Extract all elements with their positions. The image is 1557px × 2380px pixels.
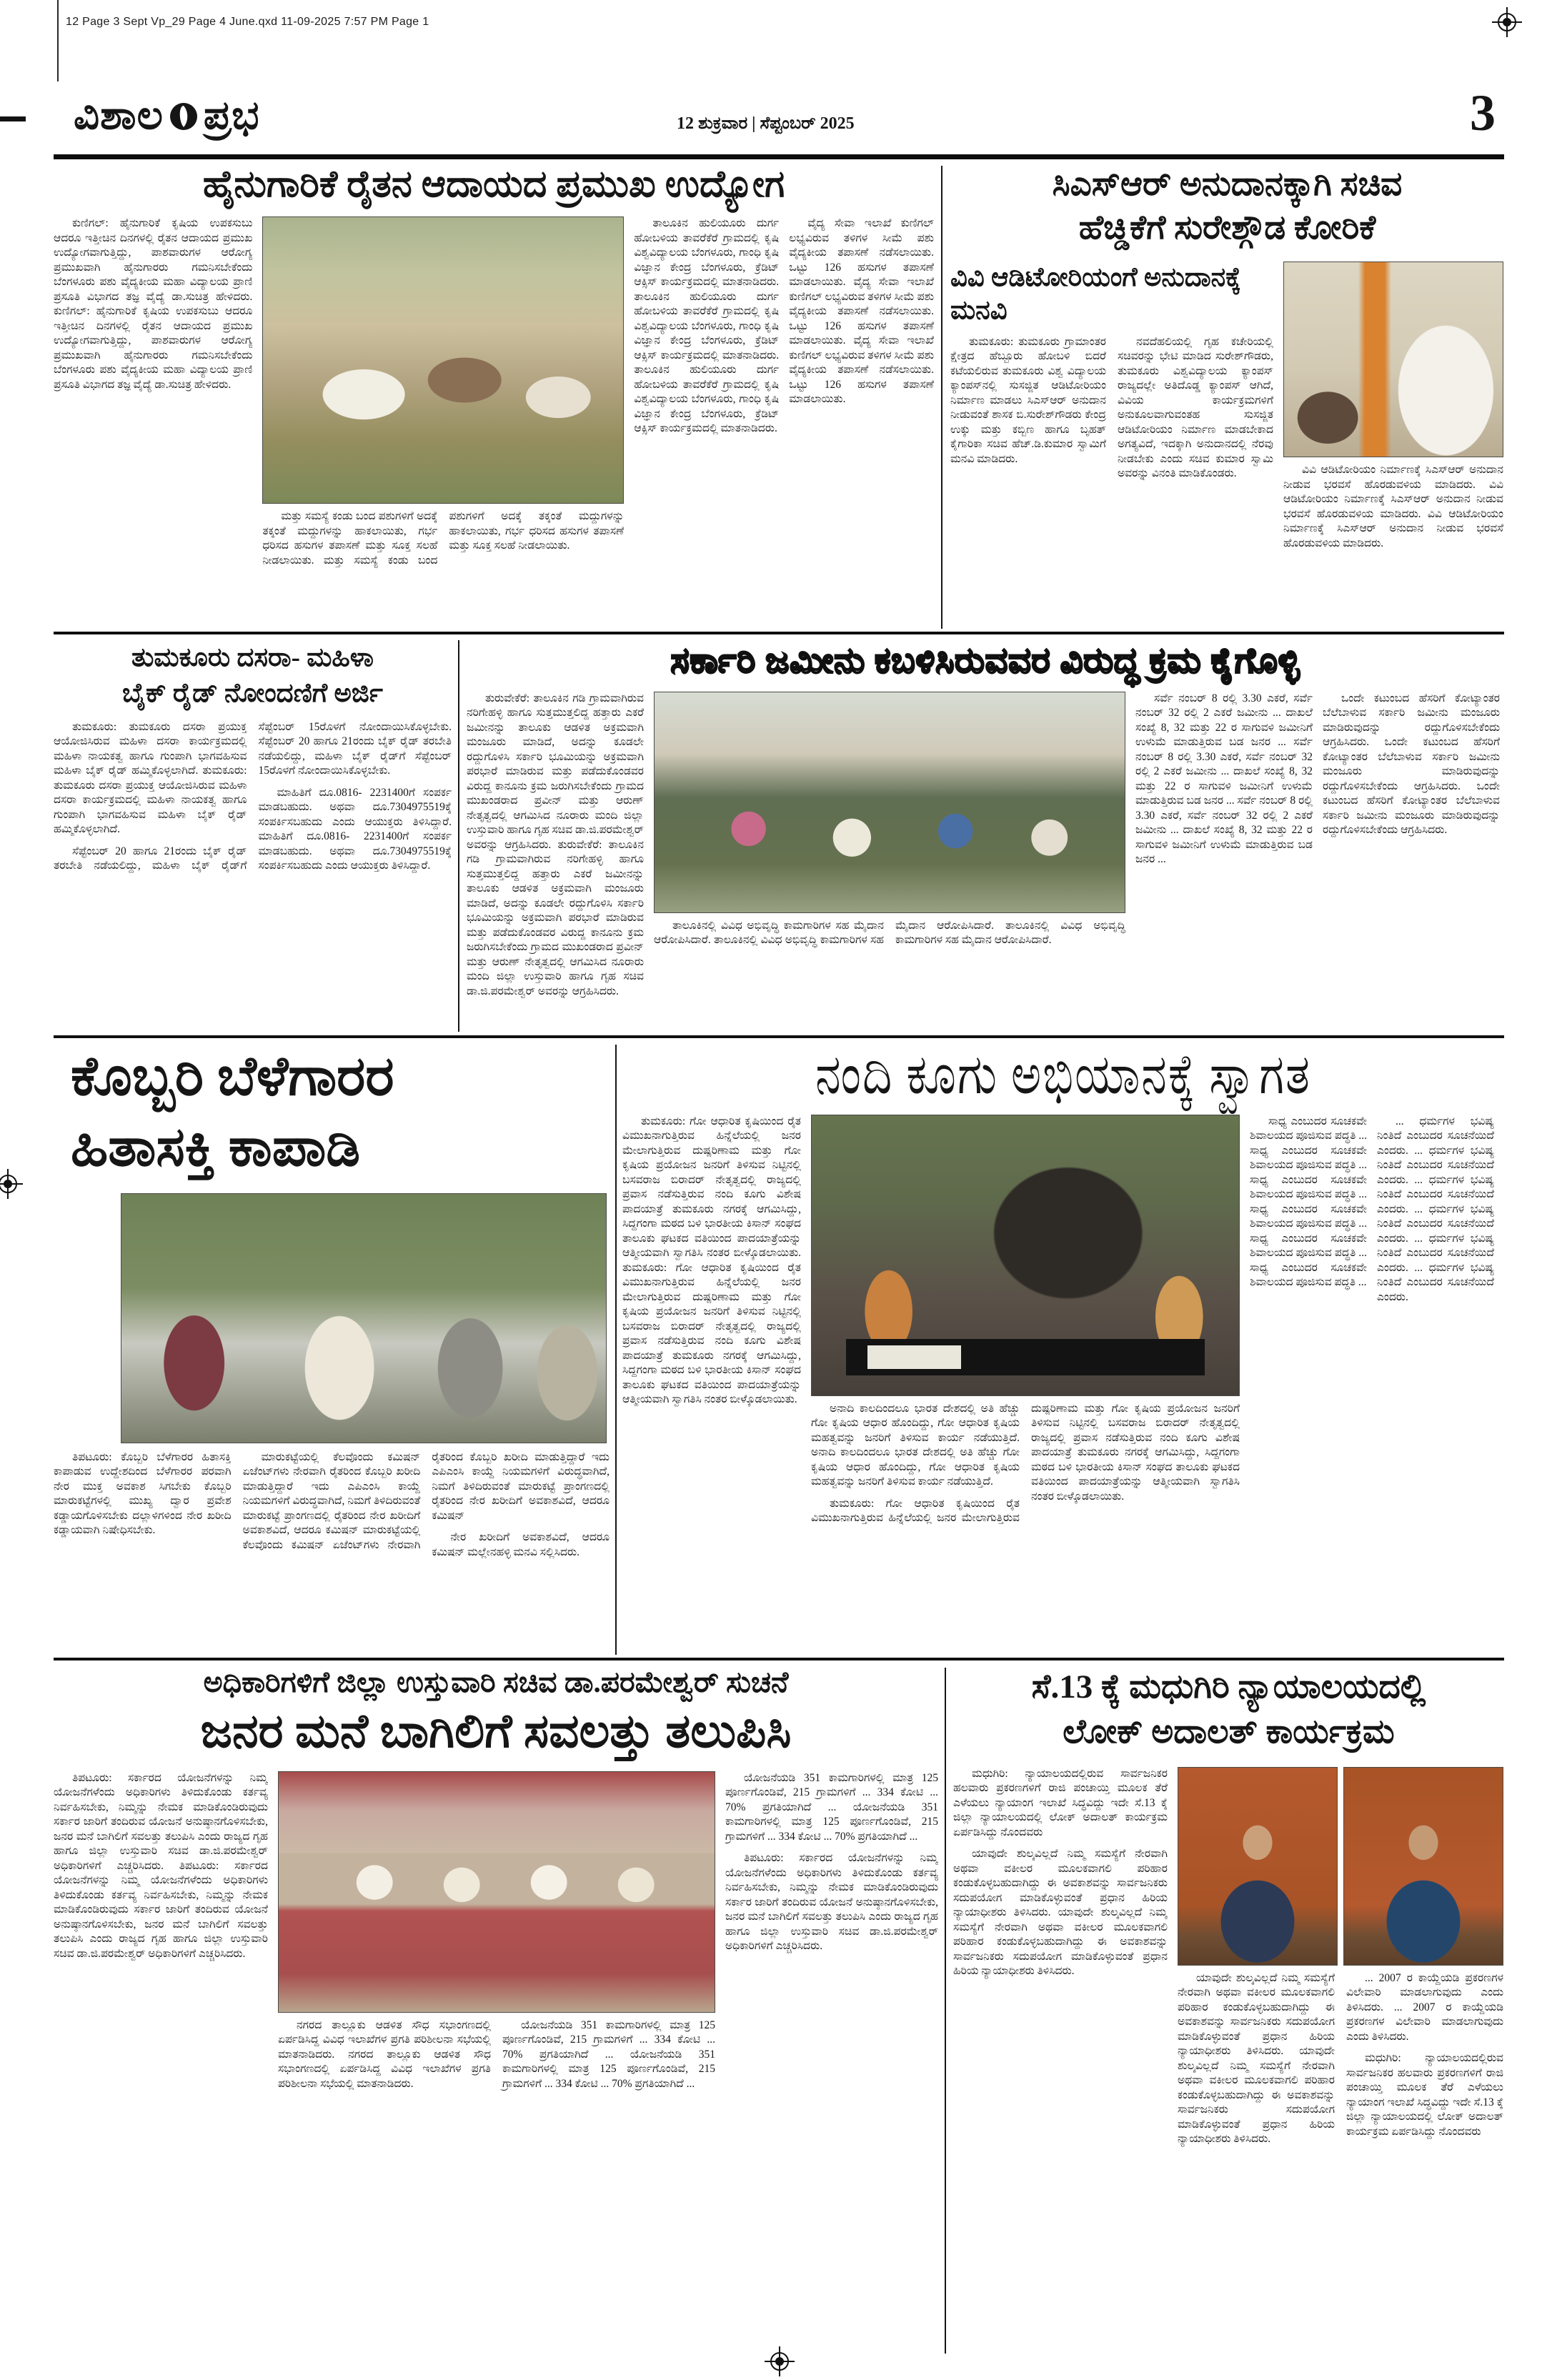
masthead — [54, 83, 1504, 159]
article-land — [467, 640, 1504, 1032]
article-csr-right — [1283, 262, 1503, 610]
article-csr-body — [950, 335, 1273, 605]
article-minister-photo-block — [278, 1771, 715, 2329]
body-text: ಮಾಹಿತಿಗೆ ದೂ.0816- 2231400ಗೆ ಸಂಪರ್ಕ ಮಾಡಬಹುದು. ಅಥವಾ ದೂ.7304975519ಕ್ಕೆ ಸಂಪರ್ಕಿಸಬಹುದು ಎಂದು ಆಯುಕ್ತರು ತಿಳಿಸಿದ್ದಾರೆ. ಮಾಹಿತಿಗೆ ದೂ.0816- 2231400ಗೆ ಸಂಪರ್ಕ ಮಾಡಬಹುದು. ಅಥವಾ ದೂ.7304975519ಕ್ಕೆ ಸಂಪರ್ಕಿಸಬಹುದು ಎಂದು ಆಯುಕ್ತರು ತಿಳಿಸಿದ್ದಾರೆ. — [258, 786, 452, 872]
body-text: ಯೋಜನೆಯಡಿ 351 ಕಾಮಗಾರಿಗಳಲ್ಲಿ ಮಾತ್ರ 125 ಪೂರ್ಣಗೊಂಡಿವೆ, 215 ಗ್ರಾಮಗಳಿಗೆ ... 334 ಕೋಟಿ ... 70% ಪ್ರಗತಿಯಾಗಿದೆ ... ಯೋಜನೆಯಡಿ 351 ಕಾಮಗಾರಿಗಳಲ್ಲಿ ಮಾತ್ರ 125 ಪೂರ್ಣಗೊಂಡಿವೆ, 215 ಗ್ರಾಮಗಳಿಗೆ ... 334 ಕೋಟಿ ... 70% ಪ್ರಗತಿಯಾಗಿದೆ ... — [502, 2018, 715, 2090]
article-adalat — [953, 1665, 1504, 2356]
column-divider — [458, 640, 459, 1032]
article-nandi-photo-block — [811, 1115, 1240, 1643]
newspaper-title — [74, 93, 259, 139]
body-text: ತುಮಕೂರು: ತುಮಕೂರು ಗ್ರಾಮಾಂತರ ಕ್ಷೇತ್ರದ ಹೆಬ್ಬೂರು ಹೋಬಳಿ ಬಿದರೆ ಕಟೆಯಲಿರುವ ತುಮಕೂರು ವಿಶ್ವ ವಿದ್ಯಾಲಯ ಕ್ಯಾಂಪಸ್‌ನಲ್ಲಿ ಸುಸಜ್ಜಿತ ಆಡಿಟೋರಿಯಂ ನಿರ್ಮಾಣ ಮಾಡಲು ಸಿಎಸ್‌ಆರ್ ಅನುದಾನ ನೀಡುವಂತೆ ಶಾಸಕ ಬಿ.ಸುರೇಶ್‌ಗೌಡರು ಕೇಂದ್ರ ಉಕ್ಕು ಮತ್ತು ಕಬ್ಬಿಣ ಹಾಗೂ ಬೃಹತ್ ಕೈಗಾರಿಕಾ ಸಚಿವ ಹೆಚ್.ಡಿ.ಕುಮಾರ ಸ್ವಾಮಿಗೆ ಮನವಿ ಮಾಡಿದರು. — [950, 335, 1106, 465]
article-adalat-headline-line2: ಲೋಕ್ ಅದಾಲತ್ ಕಾರ್ಯಕ್ರಮ — [1063, 1713, 1395, 1751]
article-land-column — [1323, 692, 1500, 1022]
article-nandi-headline: ನಂದಿ ಕೂಗು ಅಭಿಯಾನಕ್ಕೆ ಸ್ವಾಗತ — [815, 1043, 1311, 1106]
article-dairy-headline: ಹೈನುಗಾರಿಕೆ ರೈತನ ಆದಾಯದ ಪ್ರಮುಖ ಉದ್ಯೋಗ — [202, 164, 785, 205]
article-dairy-photo-block — [262, 216, 624, 622]
column-divider — [941, 166, 942, 629]
page-number: 3 — [1470, 84, 1496, 141]
article-csr-subhead: ವಿವಿ ಆಡಿಟೋರಿಯಂಗೆ ಅನುದಾನಕ್ಕೆ ಮನವಿ — [950, 263, 1241, 326]
body-text: ಮತ್ತು ಸಮಸ್ಯೆ ಕಂಡು ಬಂದ ಪಶುಗಳಿಗೆ ಅದಕ್ಕೆ ತಕ್ಕಂತೆ ಮದ್ದುಗಳನ್ನು ಹಾಕಲಾಯಿತು, ಗರ್ಭ ಧರಿಸದ ಹಸುಗಳ ತಪಾಸಣೆ ಮತ್ತು ಸೂಕ್ತ ಸಲಹೆ ನೀಡಲಾಯಿತು. ಮತ್ತು ಸಮಸ್ಯೆ ಕಂಡು ಬಂದ ಪಶುಗಳಿಗೆ ಅದಕ್ಕೆ ತಕ್ಕಂತೆ ಮದ್ದುಗಳನ್ನು ಹಾಕಲಾಯಿತು, ಗರ್ಭ ಧರಿಸದ ಹಸುಗಳ ತಪಾಸಣೆ ಮತ್ತು ಸೂಕ್ತ ಸಲಹೆ ನೀಡಲಾಯಿತು. — [262, 510, 625, 567]
article-adalat-headline-line1: ಸೆ.13 ಕ್ಕೆ ಮಧುಗಿರಿ ನ್ಯಾಯಾಲಯದಲ್ಲಿ — [1031, 1668, 1426, 1706]
article-csr — [950, 163, 1504, 629]
article-minister-underphoto-text — [278, 2018, 715, 2324]
article-dairy-column — [634, 216, 779, 622]
article-land-underphoto-text — [654, 919, 1125, 1019]
dateline: 12 ಶುಕ್ರವಾರ | ಸೆಪ್ಟಂಬರ್ 2025 — [677, 114, 855, 133]
body-text: ನೇರ ಖರೀದಿಗೆ ಅವಕಾಶವಿದೆ, ಆದರೂ ಕಮಿಷನ್ ಮಲ್ಲೇನಹಳ್ಳಿ ಮನವಿ ಸಲ್ಲಿಸಿದರು. — [432, 1531, 610, 1558]
article-adalat-underphoto-text — [1178, 1971, 1503, 2333]
registration-mark-icon — [1492, 7, 1522, 37]
article-minister-kicker: ಅಧಿಕಾರಿಗಳಿಗೆ ಜಿಲ್ಲಾ ಉಸ್ತುವಾರಿ ಸಚಿವ ಡಾ.ಪರಮೇಶ್ವರ್ ಸುಚನೆ — [203, 1665, 789, 1698]
article-minister-column — [725, 1771, 938, 2329]
article-nandi-column — [622, 1115, 801, 1643]
article-nandi-column — [1250, 1115, 1367, 1643]
body-text: ಸಾಧ್ಯ ಎಂಬುದರ ಸೂಚಕವೇ ಶಿವಾಲಯದ ಪೂಜಿಸುವ ಪದ್ಧತಿ ... ಸಾಧ್ಯ ಎಂಬುದರ ಸೂಚಕವೇ ಶಿವಾಲಯದ ಪೂಜಿಸುವ ಪದ್ಧತಿ ... ಸಾಧ್ಯ ಎಂಬುದರ ಸೂಚಕವೇ ಶಿವಾಲಯದ ಪೂಜಿಸುವ ಪದ್ಧತಿ ... ಸಾಧ್ಯ ಎಂಬುದರ ಸೂಚಕವೇ ಶಿವಾಲಯದ ಪೂಜಿಸುವ ಪದ್ಧತಿ ... ಸಾಧ್ಯ ಎಂಬುದರ ಸೂಚಕವೇ ಶಿವಾಲಯದ ಪೂಜಿಸುವ ಪದ್ಧತಿ ... ಸಾಧ್ಯ ಎಂಬುದರ ಸೂಚಕವೇ ಶಿವಾಲಯದ ಪೂಜಿಸುವ ಪದ್ಧತಿ ... — [1250, 1115, 1367, 1289]
article-nandi — [622, 1042, 1504, 1655]
body-text: ಯೋಜನೆಯಡಿ 351 ಕಾಮಗಾರಿಗಳಲ್ಲಿ ಮಾತ್ರ 125 ಪೂರ್ಣಗೊಂಡಿವೆ, 215 ಗ್ರಾಮಗಳಿಗೆ ... 334 ಕೋಟಿ ... 70% ಪ್ರಗತಿಯಾಗಿದೆ ... ಯೋಜನೆಯಡಿ 351 ಕಾಮಗಾರಿಗಳಲ್ಲಿ ಮಾತ್ರ 125 ಪೂರ್ಣಗೊಂಡಿವೆ, 215 ಗ್ರಾಮಗಳಿಗೆ ... 334 ಕೋಟಿ ... 70% ಪ್ರಗತಿಯಾಗಿದೆ ... — [725, 1771, 938, 1843]
article-land-column — [467, 692, 644, 1022]
masthead-logo-icon — [169, 102, 198, 131]
article-minister-column — [54, 1771, 268, 2329]
registration-mark-icon — [0, 1169, 23, 1199]
article-csr-left — [950, 262, 1273, 610]
body-text: ತಿಪಟೂರು: ಸರ್ಕಾರದ ಯೋಜನೆಗಳನ್ನು ನಿಮ್ಮ ಯೋಜನೆಗಳೆಂದು ಅಧಿಕಾರಿಗಳು ತಿಳಿದುಕೊಂಡು ಕರ್ತವ್ಯ ನಿರ್ವಹಿಸಬೇಕು, ನಿಮ್ಮನ್ನು ನೇಮಕ ಮಾಡಿಕೊಂಡಿರುವುದು ಸರ್ಕಾರ ಜಾರಿಗೆ ತಂದಿರುವ ಯೋಜನೆ ಅನುಷ್ಠಾನಗೊಳಿಸಬೇಕು, ಜನರ ಮನೆ ಬಾಗಿಲಿಗೆ ಸವಲತ್ತು ತಲುಪಿಸಿ ಎಂದು ರಾಜ್ಯದ ಗೃಹ ಹಾಗೂ ಜಿಲ್ಲಾ ಉಸ್ತುವಾರಿ ಸಚಿವ ಡಾ.ಜಿ.ಪರಮೇಶ್ವರ್ ಅಧಿಕಾರಿಗಳಿಗೆ ಎಚ್ಚರಿಸಿದರು. — [725, 1852, 938, 1953]
body-text: ಕುಣಿಗಲ್: ಹೈನುಗಾರಿಕೆ ಕೃಷಿಯ ಉಪಕಸುಬು ಆದರೂ ಇತ್ತೀಚಿನ ದಿನಗಳಲ್ಲಿ ರೈತನ ಆದಾಯದ ಪ್ರಮುಖ ಉದ್ಯೋಗವಾಗುತ್ತಿದ್ದು, ಪಾಶವಾರುಗಳ ಆರೋಗ್ಯ ಪ್ರಮುಖವಾಗಿ ಹೈನುಗಾರರು ಗಮನಿಸಬೇಕೆಂದು ಬೆಂಗಳೂರು ಪಶು ವೈದ್ಯಕೀಯ ಮಹಾ ವಿದ್ಯಾಲಯ ಪ್ರಾಣಿ ಪ್ರಸೂತಿ ವಿಭಾಗದ ತಜ್ಞ ವೈದ್ಯೆ ಡಾ.ಸುಚಿತ್ರ ಹೇಳಿದರು. ಕುಣಿಗಲ್: ಹೈನುಗಾರಿಕೆ ಕೃಷಿಯ ಉಪಕಸುಬು ಆದರೂ ಇತ್ತೀಚಿನ ದಿನಗಳಲ್ಲಿ ರೈತನ ಆದಾಯದ ಪ್ರಮುಖ ಉದ್ಯೋಗವಾಗುತ್ತಿದ್ದು, ಪಾಶವಾರುಗಳ ಆರೋಗ್ಯ ಪ್ರಮುಖವಾಗಿ ಹೈನುಗಾರರು ಗಮನಿಸಬೇಕೆಂದು ಬೆಂಗಳೂರು ಪಶು ವೈದ್ಯಕೀಯ ಮಹಾ ವಿದ್ಯಾಲಯ ಪ್ರಾಣಿ ಪ್ರಸೂತಿ ವಿಭಾಗದ ತಜ್ಞ ವೈದ್ಯೆ ಡಾ.ಸುಚಿತ್ರ ಹೇಳಿದರು. — [54, 217, 253, 391]
article-kobbari — [54, 1042, 610, 1655]
judge-portrait-photo — [1343, 1767, 1503, 1966]
cattle-camp-photo — [262, 216, 624, 504]
body-text: ವಿವಿ ಆಡಿಟೋರಿಯಂ ನಿರ್ಮಾಣಕ್ಕೆ ಸಿಎಸ್ಆರ್ ಅನುದಾನ ನೀಡುವ ಭರವಸೆ ಹೊರಡುವಳಿಯ ಮಾಡಿದರು. ವಿವಿ ಆಡಿಟೋರಿಯಂ ನಿರ್ಮಾಣಕ್ಕೆ ಸಿಎಸ್ಆರ್ ಅನುದಾನ ನೀಡುವ ಭರವಸೆ ಹೊರಡುವಳಿಯ ಮಾಡಿದರು. ವಿವಿ ಆಡಿಟೋರಿಯಂ ನಿರ್ಮಾಣಕ್ಕೆ ಸಿಎಸ್ಆರ್ ಅನುದಾನ ನೀಡುವ ಭರವಸೆ ಹೊರಡುವಳಿಯ ಮಾಡಿದರು. — [1283, 464, 1503, 549]
campaign-banner — [846, 1339, 1205, 1375]
article-csr-tail — [1283, 463, 1503, 604]
body-text: ಮಧುಗಿರಿ: ನ್ಯಾಯಾಲಯದಲ್ಲಿರುವ ಸಾರ್ವಜನಿಕರ ಹಲವಾರು ಪ್ರಕರಣಗಳಿಗೆ ರಾಜಿ ಪಂಚಾಯ್ತಿ ಮೂಲಕ ತೆರೆ ಎಳೆಯಲು ನ್ಯಾಯಾಂಗ ಇಲಾಖೆ ಸಿದ್ಧವಿದ್ದು ಇದೇ ಸೆ.13 ಕ್ಕೆ ಜಿಲ್ಲಾ ನ್ಯಾಯಾಲಯದಲ್ಲಿ ಲೋಕ್ ಅದಾಲತ್ ಕಾರ್ಯಕ್ರಮ ಏರ್ಪಡಿಸಿದ್ದು ನೊಂದವರು — [953, 1767, 1168, 1838]
body-text: ಅನಾದಿ ಕಾಲದಿಂದಲೂ ಭಾರತ ದೇಶದಲ್ಲಿ ಅತಿ ಹೆಚ್ಚು ಗೋ ಕೃಷಿಯ ಆಧಾರ ಹೊಂದಿದ್ದು, ಗೋ ಆಧಾರಿತ ಕೃಷಿಯ ಮಹತ್ವವನ್ನು ಜನರಿಗೆ ತಿಳಿಸುವ ಕಾರ್ಯ ನಡೆಯುತ್ತಿದೆ. ಅನಾದಿ ಕಾಲದಿಂದಲೂ ಭಾರತ ದೇಶದಲ್ಲಿ ಅತಿ ಹೆಚ್ಚು ಗೋ ಕೃಷಿಯ ಆಧಾರ ಹೊಂದಿದ್ದು, ಗೋ ಆಧಾರಿತ ಕೃಷಿಯ ಮಹತ್ವವನ್ನು ಜನರಿಗೆ ತಿಳಿಸುವ ಕಾರ್ಯ ನಡೆಯುತ್ತಿದೆ. — [811, 1402, 1020, 1488]
article-bike-body — [54, 720, 452, 1026]
body-text: ... 2007 ರ ಕಾಯ್ದೆಯಡಿ ಪ್ರಕರಣಗಳ ವಿಲೇವಾರಿ ಮಾಡಲಾಗುವುದು ಎಂದು ತಿಳಿಸಿದರು. ... 2007 ರ ಕಾಯ್ದೆಯಡಿ ಪ್ರಕರಣಗಳ ವಿಲೇವಾರಿ ಮಾಡಲಾಗುವುದು ಎಂದು ತಿಳಿಸಿದರು. — [1346, 1971, 1503, 2043]
section-rule — [54, 632, 1504, 634]
article-minister-headline: ಜನರ ಮನೆ ಬಾಗಿಲಿಗೆ ಸವಲತ್ತು ತಲುಪಿಸಿ — [200, 1706, 792, 1758]
prepress-crop-line — [57, 0, 59, 81]
article-land-column — [1135, 692, 1313, 1022]
article-dairy — [54, 163, 934, 629]
body-text: ... ಧರ್ಮಗಳ ಭವಿಷ್ಯ ನಿಂತಿದೆ ಎಂಬುದರ ಸೂಚನೆಯಿದೆ ಎಂದರು. ... ಧರ್ಮಗಳ ಭವಿಷ್ಯ ನಿಂತಿದೆ ಎಂಬುದರ ಸೂಚನೆಯಿದೆ ಎಂದರು. ... ಧರ್ಮಗಳ ಭವಿಷ್ಯ ನಿಂತಿದೆ ಎಂಬುದರ ಸೂಚನೆಯಿದೆ ಎಂದರು. ... ಧರ್ಮಗಳ ಭವಿಷ್ಯ ನಿಂತಿದೆ ಎಂಬುದರ ಸೂಚನೆಯಿದೆ ಎಂದರು. ... ಧರ್ಮಗಳ ಭವಿಷ್ಯ ನಿಂತಿದೆ ಎಂಬುದರ ಸೂಚನೆಯಿದೆ ಎಂದರು. ... ಧರ್ಮಗಳ ಭವಿಷ್ಯ ನಿಂತಿದೆ ಎಂಬುದರ ಸೂಚನೆಯಿದೆ ಎಂದರು. — [1377, 1115, 1494, 1303]
newspaper-title-part2: ಪ್ರಭ — [203, 94, 260, 138]
csr-meeting-photo — [1283, 262, 1503, 457]
judge-portrait-photo — [1178, 1767, 1338, 1966]
review-meeting-dais-photo — [278, 1771, 715, 2013]
body-text: ಮಾರುಕಟ್ಟೆಯಲ್ಲಿ ಕೆಲವೊಂದು ಕಮಿಷನ್ ಏಜೆಂಟ್‌ಗಳು ನೇರವಾಗಿ ರೈತರಿಂದ ಕೊಬ್ಬರಿ ಖರೀದಿ ಮಾಡುತ್ತಿದ್ದಾರೆ ಇದು ಎಪಿಎಂಸಿ ಕಾಯ್ದೆ ನಿಯಮಗಳಿಗೆ ವಿರುದ್ಧವಾಗಿದೆ, ನಿಮಗೆ ತಿಳಿದಿರುವಂತೆ ಮಾರುಕಟ್ಟೆ ಪ್ರಾಂಗಣದಲ್ಲಿ ರೈತರಿಂದ ನೇರ ಖರೀದಿಗೆ ಅವಕಾಶವಿದೆ, ಆದರೂ ಕಮಿಷನ್ ಮಾರುಕಟ್ಟೆಯಲ್ಲಿ ಕೆಲವೊಂದು ಕಮಿಷನ್ ಏಜೆಂಟ್‌ಗಳು ನೇರವಾಗಿ ರೈತರಿಂದ ಕೊಬ್ಬರಿ ಖರೀದಿ ಮಾಡುತ್ತಿದ್ದಾರೆ ಇದು ಎಪಿಎಂಸಿ ಕಾಯ್ದೆ ನಿಯಮಗಳಿಗೆ ವಿರುದ್ಧವಾಗಿದೆ, ನಿಮಗೆ ತಿಳಿದಿರುವಂತೆ ಮಾರುಕಟ್ಟೆ ಪ್ರಾಂಗಣದಲ್ಲಿ ರೈತರಿಂದ ನೇರ ಖರೀದಿಗೆ ಅವಕಾಶವಿದೆ, ಆದರೂ ಕಮಿಷನ್ — [242, 1450, 610, 1551]
body-text: ಯಾವುದೇ ಶುಲ್ಕವಿಲ್ಲದೆ ನಿಮ್ಮ ಸಮಸ್ಯೆಗೆ ನೇರವಾಗಿ ಅಥವಾ ವಕೀಲರ ಮೂಲಕವಾಗಲಿ ಪರಿಹಾರ ಕಂಡುಕೊಳ್ಳಬಹುದಾಗಿದ್ದು ಈ ಅವಕಾಶವನ್ನು ಸಾರ್ವಜನಿಕರು ಸದುಪಯೋಗ ಮಾಡಿಕೊಳ್ಳುವಂತೆ ಪ್ರಧಾನ ಹಿರಿಯ ನ್ಯಾಯಾಧೀಶರು ತಿಳಿಸಿದರು. ಯಾವುದೇ ಶುಲ್ಕವಿಲ್ಲದೆ ನಿಮ್ಮ ಸಮಸ್ಯೆಗೆ ನೇರವಾಗಿ ಅಥವಾ ವಕೀಲರ ಮೂಲಕವಾಗಲಿ ಪರಿಹಾರ ಕಂಡುಕೊಳ್ಳಬಹುದಾಗಿದ್ದು ಈ ಅವಕಾಶವನ್ನು ಸಾರ್ವಜನಿಕರು ಸದುಪಯೋಗ ಮಾಡಿಕೊಳ್ಳುವಂತೆ ಪ್ರಧಾನ ಹಿರಿಯ ನ್ಯಾಯಾಧೀಶರು ತಿಳಿಸಿದರು. — [1178, 1971, 1335, 2146]
article-kobbari-headline-line1: ಕೊಬ್ಬರಿ ಬೆಳೆಗಾರರ — [71, 1047, 394, 1107]
body-text: ತುಮಕೂರು: ತುಮಕೂರು ದಸರಾ ಪ್ರಯುಕ್ತ ಆಯೋಜಿಸಿರುವ ಮಹಿಳಾ ದಸರಾ ಕಾರ್ಯಕ್ರಮದಲ್ಲಿ ಮಹಿಳಾ ನಾಯಕತ್ವ ಹಾಗೂ ಗುಂಪಾಗಿ ಭಾಗವಹಿಸುವ ಮಹಿಳಾ ಬೈಕ್ ರೈಡ್ ಹಮ್ಮಿಕೊಳ್ಳಲಾಗಿದೆ. ತುಮಕೂರು: ತುಮಕೂರು ದಸರಾ ಪ್ರಯುಕ್ತ ಆಯೋಜಿಸಿರುವ ಮಹಿಳಾ ದಸರಾ ಕಾರ್ಯಕ್ರಮದಲ್ಲಿ ಮಹಿಳಾ ನಾಯಕತ್ವ ಹಾಗೂ ಗುಂಪಾಗಿ ಭಾಗವಹಿಸುವ ಮಹಿಳಾ ಬೈಕ್ ರೈಡ್ ಹಮ್ಮಿಕೊಳ್ಳಲಾಗಿದೆ. — [54, 720, 247, 836]
article-kobbari-body — [54, 1450, 610, 1625]
article-dairy-underphoto-text — [262, 509, 624, 619]
body-text: ತಾಲೂಕಿನ ಹುಲಿಯೂರು ದುರ್ಗ ಹೋಬಳಿಯ ತಾವರೆಕೆರೆ ಗ್ರಾಮದಲ್ಲಿ ಕೃಷಿ ವಿಶ್ವವಿದ್ಯಾಲಯ ಬೆಂಗಳೂರು, ಗಾಂಧಿ ಕೃಷಿ ವಿಜ್ಞಾನ ಕೇಂದ್ರ ಬೆಂಗಳೂರು, ಕ್ರೆಡಿಟ್ ಆಕ್ಸಿಸ್ ಕಾರ್ಯಕ್ರಮದಲ್ಲಿ ಮಾತನಾಡಿದರು. ತಾಲೂಕಿನ ಹುಲಿಯೂರು ದುರ್ಗ ಹೋಬಳಿಯ ತಾವರೆಕೆರೆ ಗ್ರಾಮದಲ್ಲಿ ಕೃಷಿ ವಿಶ್ವವಿದ್ಯಾಲಯ ಬೆಂಗಳೂರು, ಗಾಂಧಿ ಕೃಷಿ ವಿಜ್ಞಾನ ಕೇಂದ್ರ ಬೆಂಗಳೂರು, ಕ್ರೆಡಿಟ್ ಆಕ್ಸಿಸ್ ಕಾರ್ಯಕ್ರಮದಲ್ಲಿ ಮಾತನಾಡಿದರು. ತಾಲೂಕಿನ ಹುಲಿಯೂರು ದುರ್ಗ ಹೋಬಳಿಯ ತಾವರೆಕೆರೆ ಗ್ರಾಮದಲ್ಲಿ ಕೃಷಿ ವಿಶ್ವವಿದ್ಯಾಲಯ ಬೆಂಗಳೂರು, ಗಾಂಧಿ ಕೃಷಿ ವಿಜ್ಞಾನ ಕೇಂದ್ರ ಬೆಂಗಳೂರು, ಕ್ರೆಡಿಟ್ ಆಕ್ಸಿಸ್ ಕಾರ್ಯಕ್ರಮದಲ್ಲಿ ಮಾತನಾಡಿದರು. — [634, 217, 780, 435]
body-text: ತುಮಕೂರು: ಗೋ ಆಧಾರಿತ ಕೃಷಿಯಿಂದ ರೈತ ವಿಮುಖನಾಗುತ್ತಿರುವ ಹಿನ್ನೆಲೆಯಲ್ಲಿ ಜನರ ಮೇಲಾಗುತ್ತಿರುವ ದುಷ್ಪರಿಣಾಮ ಮತ್ತು ಗೋ ಕೃಷಿಯ ಪ್ರಯೋಜನ ಜನರಿಗೆ ತಿಳಿಸುವ ನಿಟ್ಟಿನಲ್ಲಿ ಬಸವರಾಜ ಬಿರಾದರ್ ನೇತೃತ್ವದಲ್ಲಿ ರಾಜ್ಯದಲ್ಲಿ ಪ್ರವಾಸ ನಡೆಸುತ್ತಿರುವ ನಂದಿ ಕೂಗು ವಿಶೇಷ ಪಾದಯಾತ್ರೆ ತುಮಕೂರು ನಗರಕ್ಕೆ ಆಗಮಿಸಿದ್ದು, ಸಿದ್ದಗಂಗಾ ಮಠದ ಬಳಿ ಭಾರತೀಯ ಕಿಸಾನ್ ಸಂಘದ ತಾಲೂಕು ಘಟಕದ ವತಿಯಿಂದ ಪಾದಯಾತ್ರೆಯನ್ನು ಆತ್ಮೀಯವಾಗಿ ಸ್ವಾಗತಿಸಿ ನಂತರ ಬೀಳ್ಕೊಡಲಾಯಿತು. ತುಮಕೂರು: ಗೋ ಆಧಾರಿತ ಕೃಷಿಯಿಂದ ರೈತ ವಿಮುಖನಾಗುತ್ತಿರುವ ಹಿನ್ನೆಲೆಯಲ್ಲಿ ಜನರ ಮೇಲಾಗುತ್ತಿರುವ ದುಷ್ಪರಿಣಾಮ ಮತ್ತು ಗೋ ಕೃಷಿಯ ಪ್ರಯೋಜನ ಜನರಿಗೆ ತಿಳಿಸುವ ನಿಟ್ಟಿನಲ್ಲಿ ಬಸವರಾಜ ಬಿರಾದರ್ ನೇತೃತ್ವದಲ್ಲಿ ರಾಜ್ಯದಲ್ಲಿ ಪ್ರವಾಸ ನಡೆಸುತ್ತಿರುವ ನಂದಿ ಕೂಗು ವಿಶೇಷ ಪಾದಯಾತ್ರೆ ತುಮಕೂರು ನಗರಕ್ಕೆ ಆಗಮಿಸಿದ್ದು, ಸಿದ್ದಗಂಗಾ ಮಠದ ಬಳಿ ಭಾರತೀಯ ಕಿಸಾನ್ ಸಂಘದ ತಾಲೂಕು ಘಟಕದ ವತಿಯಿಂದ ಪಾದಯಾತ್ರೆಯನ್ನು ಆತ್ಮೀಯವಾಗಿ ಸ್ವಾಗತಿಸಿ ನಂತರ ಬೀಳ್ಕೊಡಲಾಯಿತು. — [622, 1115, 801, 1406]
edge-registration-dash — [0, 116, 26, 121]
column-divider — [945, 1668, 946, 2354]
article-adalat-column — [953, 1767, 1168, 2339]
article-nandi-column — [1377, 1115, 1494, 1643]
article-adalat-photo-block — [1178, 1767, 1503, 2339]
article-csr-headline-line2: ಹೆಚ್ಡಿಕೆಗೆ ಸುರೇಶ್ಗೌಡ ಕೋರಿಕೆ — [1078, 209, 1376, 247]
body-text: ಸೆಪ್ಟೆಂಬರ್ 20 ಹಾಗೂ 21ರಂದು ಬೈಕ್ ರೈಡ್ ತರಬೇತಿ ನಡೆಯಲಿದ್ದು, ಮಹಿಳಾ ಬೈಕ್ ರೈಡ್‌ಗೆ ಸೆಪ್ಟೆಂಬರ್ 15ರೊಳಗೆ ನೋಂದಾಯಿಸಿಕೊಳ್ಳಬೇಕು. ಸೆಪ್ಟೆಂಬರ್ 20 ಹಾಗೂ 21ರಂದು ಬೈಕ್ ರೈಡ್ ತರಬೇತಿ ನಡೆಯಲಿದ್ದು, ಮಹಿಳಾ ಬೈಕ್ ರೈಡ್‌ಗೆ ಸೆಪ್ಟೆಂಬರ್ 15ರೊಳಗೆ ನೋಂದಾಯಿಸಿಕೊಳ್ಳಬೇಕು. — [54, 720, 452, 872]
article-bike-headline-line1: ತುಮಕೂರು ದಸರಾ- ಮಹಿಳಾ — [131, 643, 374, 672]
section-rule — [54, 1658, 1504, 1660]
protest-group-photo — [654, 692, 1125, 913]
article-nandi-underphoto-text — [811, 1402, 1240, 1638]
memorandum-handover-photo — [121, 1193, 607, 1443]
nandi-statue-walkers-photo — [811, 1115, 1240, 1396]
body-text: ಯಾವುದೇ ಶುಲ್ಕವಿಲ್ಲದೆ ನಿಮ್ಮ ಸಮಸ್ಯೆಗೆ ನೇರವಾಗಿ ಅಥವಾ ವಕೀಲರ ಮೂಲಕವಾಗಲಿ ಪರಿಹಾರ ಕಂಡುಕೊಳ್ಳಬಹುದಾಗಿದ್ದು ಈ ಅವಕಾಶವನ್ನು ಸಾರ್ವಜನಿಕರು ಸದುಪಯೋಗ ಮಾಡಿಕೊಳ್ಳುವಂತೆ ಪ್ರಧಾನ ಹಿರಿಯ ನ್ಯಾಯಾಧೀಶರು ತಿಳಿಸಿದರು. ಯಾವುದೇ ಶುಲ್ಕವಿಲ್ಲದೆ ನಿಮ್ಮ ಸಮಸ್ಯೆಗೆ ನೇರವಾಗಿ ಅಥವಾ ವಕೀಲರ ಮೂಲಕವಾಗಲಿ ಪರಿಹಾರ ಕಂಡುಕೊಳ್ಳಬಹುದಾಗಿದ್ದು ಈ ಅವಕಾಶವನ್ನು ಸಾರ್ವಜನಿಕರು ಸದುಪಯೋಗ ಮಾಡಿಕೊಳ್ಳುವಂತೆ ಪ್ರಧಾನ ಹಿರಿಯ ನ್ಯಾಯಾಧೀಶರು ತಿಳಿಸಿದರು. — [953, 1848, 1168, 1978]
body-text: ತಿಪಟೂರು: ಸರ್ಕಾರದ ಯೋಜನೆಗಳನ್ನು ನಿಮ್ಮ ಯೋಜನೆಗಳೆಂದು ಅಧಿಕಾರಿಗಳು ತಿಳಿದುಕೊಂಡು ಕರ್ತವ್ಯ ನಿರ್ವಹಿಸಬೇಕು, ನಿಮ್ಮನ್ನು ನೇಮಕ ಮಾಡಿಕೊಂಡಿರುವುದು ಸರ್ಕಾರ ಜಾರಿಗೆ ತಂದಿರುವ ಯೋಜನೆ ಅನುಷ್ಠಾನಗೊಳಿಸಬೇಕು, ಜನರ ಮನೆ ಬಾಗಿಲಿಗೆ ಸವಲತ್ತು ತಲುಪಿಸಿ ಎಂದು ರಾಜ್ಯದ ಗೃಹ ಹಾಗೂ ಜಿಲ್ಲಾ ಉಸ್ತುವಾರಿ ಸಚಿವ ಡಾ.ಜಿ.ಪರಮೇಶ್ವರ್ ಅಧಿಕಾರಿಗಳಿಗೆ ಎಚ್ಚರಿಸಿದರು. ತಿಪಟೂರು: ಸರ್ಕಾರದ ಯೋಜನೆಗಳನ್ನು ನಿಮ್ಮ ಯೋಜನೆಗಳೆಂದು ಅಧಿಕಾರಿಗಳು ತಿಳಿದುಕೊಂಡು ಕರ್ತವ್ಯ ನಿರ್ವಹಿಸಬೇಕು, ನಿಮ್ಮನ್ನು ನೇಮಕ ಮಾಡಿಕೊಂಡಿರುವುದು ಸರ್ಕಾರ ಜಾರಿಗೆ ತಂದಿರುವ ಯೋಜನೆ ಅನುಷ್ಠಾನಗೊಳಿಸಬೇಕು, ಜನರ ಮನೆ ಬಾಗಿಲಿಗೆ ಸವಲತ್ತು ತಲುಪಿಸಿ ಎಂದು ರಾಜ್ಯದ ಗೃಹ ಹಾಗೂ ಜಿಲ್ಲಾ ಉಸ್ತುವಾರಿ ಸಚಿವ ಡಾ.ಜಿ.ಪರಮೇಶ್ವರ್ ಅಧಿಕಾರಿಗಳಿಗೆ ಎಚ್ಚರಿಸಿದರು. — [54, 1771, 268, 1960]
article-bike-headline-line2: ಬೈಕ್ ರೈಡ್ ನೋಂದಣಿಗೆ ಅರ್ಜಿ — [122, 678, 383, 708]
body-text: ತುರುವೇಕೆರೆ: ತಾಲೂಕಿನ ಗಡಿ ಗ್ರಾಮವಾಗಿರುವ ನರಿಗೇಹಳ್ಳಿ ಹಾಗೂ ಸುತ್ತಮುತ್ತಲಿದ್ದ ಹತ್ತಾರು ಎಕರೆ ಜಮೀನನ್ನು ತಾಲೂಕು ಆಡಳಿತ ಅಕ್ರಮವಾಗಿ ಮಂಜೂರು ಮಾಡಿದೆ, ಅದನ್ನು ಕೂಡಲೇ ರದ್ದುಗೊಳಿಸಿ ಸರ್ಕಾರಿ ಭೂಮಿಯನ್ನು ಅಕ್ರಮವಾಗಿ ಪರಭಾರೆ ಮಾಡಿರುವ ಮತ್ತು ಪಡೆದುಕೊಂಡವರ ವಿರುದ್ದ ಕಾನೂನು ಕ್ರಮ ಜರುಗಿಸಬೇಕೆಂದು ಗ್ರಾಮದ ಮುಖಂಡರಾದ ಪ್ರವೀನ್ ಮತ್ತು ಆರುಣ್ ನೇತೃತ್ವದಲ್ಲಿ ಆಗಮಿಸಿದ ನೂರಾರು ಮಂದಿ ಜಿಲ್ಲಾ ಉಸ್ತುವಾರಿ ಹಾಗೂ ಗೃಹ ಸಚಿವ ಡಾ.ಜಿ.ಪರಮೇಶ್ವರ್ ಅವರನ್ನು ಆಗ್ರಹಿಸಿದರು. ತುರುವೇಕೆರೆ: ತಾಲೂಕಿನ ಗಡಿ ಗ್ರಾಮವಾಗಿರುವ ನರಿಗೇಹಳ್ಳಿ ಹಾಗೂ ಸುತ್ತಮುತ್ತಲಿದ್ದ ಹತ್ತಾರು ಎಕರೆ ಜಮೀನನ್ನು ತಾಲೂಕು ಆಡಳಿತ ಅಕ್ರಮವಾಗಿ ಮಂಜೂರು ಮಾಡಿದೆ, ಅದನ್ನು ಕೂಡಲೇ ರದ್ದುಗೊಳಿಸಿ ಸರ್ಕಾರಿ ಭೂಮಿಯನ್ನು ಅಕ್ರಮವಾಗಿ ಪರಭಾರೆ ಮಾಡಿರುವ ಮತ್ತು ಪಡೆದುಕೊಂಡವರ ವಿರುದ್ದ ಕಾನೂನು ಕ್ರಮ ಜರುಗಿಸಬೇಕೆಂದು ಗ್ರಾಮದ ಮುಖಂಡರಾದ ಪ್ರವೀನ್ ಮತ್ತು ಆರುಣ್ ನೇತೃತ್ವದಲ್ಲಿ ಆಗಮಿಸಿದ ನೂರಾರು ಮಂದಿ ಜಿಲ್ಲಾ ಉಸ್ತುವಾರಿ ಹಾಗೂ ಗೃಹ ಸಚಿವ ಡಾ.ಜಿ.ಪರಮೇಶ್ವರ್ ಅವರನ್ನು ಆಗ್ರಹಿಸಿದರು. — [467, 692, 644, 997]
article-land-photo-block — [654, 692, 1125, 1022]
body-text: ತುಮಕೂರು: ಗೋ ಆಧಾರಿತ ಕೃಷಿಯಿಂದ ರೈತ ವಿಮುಖನಾಗುತ್ತಿರುವ ಹಿನ್ನೆಲೆಯಲ್ಲಿ ಜನರ ಮೇಲಾಗುತ್ತಿರುವ ದುಷ್ಪರಿಣಾಮ ಮತ್ತು ಗೋ ಕೃಷಿಯ ಪ್ರಯೋಜನ ಜನರಿಗೆ ತಿಳಿಸುವ ನಿಟ್ಟಿನಲ್ಲಿ ಬಸವರಾಜ ಬಿರಾದರ್ ನೇತೃತ್ವದಲ್ಲಿ ರಾಜ್ಯದಲ್ಲಿ ಪ್ರವಾಸ ನಡೆಸುತ್ತಿರುವ ನಂದಿ ಕೂಗು ವಿಶೇಷ ಪಾದಯಾತ್ರೆ ತುಮಕೂರು ನಗರಕ್ಕೆ ಆಗಮಿಸಿದ್ದು, ಸಿದ್ದಗಂಗಾ ಮಠದ ಬಳಿ ಭಾರತೀಯ ಕಿಸಾನ್ ಸಂಘದ ತಾಲೂಕು ಘಟಕದ ವತಿಯಿಂದ ಪಾದಯಾತ್ರೆಯನ್ನು ಆತ್ಮೀಯವಾಗಿ ಸ್ವಾಗತಿಸಿ ನಂತರ ಬೀಳ್ಕೊಡಲಾಯಿತು. — [811, 1402, 1240, 1525]
section-rule — [54, 1035, 1504, 1038]
prepress-slug: 12 Page 3 Sept Vp_29 Page 4 June.qxd 11-09-2025 7:57 PM Page 1 — [66, 16, 429, 28]
banner-text-panel — [867, 1345, 961, 1369]
body-text: ತಾಲೂಕಿನಲ್ಲಿ ವಿವಿಧ ಅಭಿವೃದ್ಧಿ ಕಾಮಗಾರಿಗಳ ಸಹ ಮೈದಾನ ಆರೋಪಿಸಿದಾರೆ. ತಾಲೂಕಿನಲ್ಲಿ ವಿವಿಧ ಅಭಿವೃದ್ಧಿ ಕಾಮಗಾರಿಗಳ ಸಹ ಮೈದಾನ ಆರೋಪಿಸಿದಾರೆ. ತಾಲೂಕಿನಲ್ಲಿ ವಿವಿಧ ಅಭಿವೃದ್ಧಿ ಕಾಮಗಾರಿಗಳ ಸಹ ಮೈದಾನ ಆರೋಪಿಸಿದಾರೆ. — [654, 919, 1125, 947]
article-minister — [54, 1665, 938, 2356]
body-text: ಮಧುಗಿರಿ: ನ್ಯಾಯಾಲಯದಲ್ಲಿರುವ ಸಾರ್ವಜನಿಕರ ಹಲವಾರು ಪ್ರಕರಣಗಳಿಗೆ ರಾಜಿ ಪಂಚಾಯ್ತಿ ಮೂಲಕ ತೆರೆ ಎಳೆಯಲು ನ್ಯಾಯಾಂಗ ಇಲಾಖೆ ಸಿದ್ಧವಿದ್ದು ಇದೇ ಸೆ.13 ಕ್ಕೆ ಜಿಲ್ಲಾ ನ್ಯಾಯಾಲಯದಲ್ಲಿ ಲೋಕ್ ಅದಾಲತ್ ಕಾರ್ಯಕ್ರಮ ಏರ್ಪಡಿಸಿದ್ದು ನೊಂದವರು — [1346, 2052, 1503, 2138]
body-text: ವೈದ್ಯ ಸೇವಾ ಇಲಾಖೆ ಕುಣಿಗಲ್ ಲಭ್ಯವಿರುವ ತಳಿಗಳ ಸೀಮೆ ಪಶು ವೈದ್ಯಕೀಯ ತಪಾಸಣೆ ನಡೆಸಲಾಯಿತು. ಒಟ್ಟು 126 ಹಸುಗಳ ತಪಾಸಣೆ ಮಾಡಲಾಯಿತು. ವೈದ್ಯ ಸೇವಾ ಇಲಾಖೆ ಕುಣಿಗಲ್ ಲಭ್ಯವಿರುವ ತಳಿಗಳ ಸೀಮೆ ಪಶು ವೈದ್ಯಕೀಯ ತಪಾಸಣೆ ನಡೆಸಲಾಯಿತು. ಒಟ್ಟು 126 ಹಸುಗಳ ತಪಾಸಣೆ ಮಾಡಲಾಯಿತು. ವೈದ್ಯ ಸೇವಾ ಇಲಾಖೆ ಕುಣಿಗಲ್ ಲಭ್ಯವಿರುವ ತಳಿಗಳ ಸೀಮೆ ಪಶು ವೈದ್ಯಕೀಯ ತಪಾಸಣೆ ನಡೆಸಲಾಯಿತು. ಒಟ್ಟು 126 ಹಸುಗಳ ತಪಾಸಣೆ ಮಾಡಲಾಯಿತು. — [789, 217, 934, 406]
column-divider — [615, 1045, 617, 1655]
article-bike — [54, 640, 452, 1032]
article-dairy-column — [54, 216, 252, 622]
article-csr-headline-line1: ಸಿಎಸ್ಆರ್ ಅನುದಾನಕ್ಕಾಗಿ ಸಚಿವ — [1052, 166, 1403, 203]
body-text: ತಿಪಟೂರು: ಕೊಬ್ಬರಿ ಬೆಳೆಗಾರರ ಹಿತಾಸಕ್ತಿ ಕಾಪಾಡುವ ಉದ್ದೇಶದಿಂದ ಬೆಳೆಗಾರರ ಪರವಾಗಿ ನೇರ ಮುಕ್ತ ಅವಕಾಶ ಸಿಗಬೇಕು ಕೊಬ್ಬರಿ ಮಾರುಕಟ್ಟೆಗಳಲ್ಲಿ ಮುಖ್ಯ ದ್ವಾರ ಪ್ರವೇಶ ಕಡ್ಡಾಯಗೊಳಿಸಬೇಕು ದಲ್ಲಾಳಿಗಳಿಂದ ನೇರ ಖರೀದಿ ಕಡ್ಡಾಯವಾಗಿ ನಿಷೇಧಿಸಬೇಕು. — [54, 1450, 232, 1537]
body-text: ನಗರದ ತಾಲ್ಲೂಕು ಆಡಳಿತ ಸೌಧ ಸಭಾಂಗಣದಲ್ಲಿ ಏರ್ಪಡಿಸಿದ್ದ ವಿವಿಧ ಇಲಾಖೆಗಳ ಪ್ರಗತಿ ಪರಿಶೀಲನಾ ಸಭೆಯಲ್ಲಿ ಮಾತನಾಡಿದರು. ನಗರದ ತಾಲ್ಲೂಕು ಆಡಳಿತ ಸೌಧ ಸಭಾಂಗಣದಲ್ಲಿ ಏರ್ಪಡಿಸಿದ್ದ ವಿವಿಧ ಇಲಾಖೆಗಳ ಪ್ರಗತಿ ಪರಿಶೀಲನಾ ಸಭೆಯಲ್ಲಿ ಮಾತನಾಡಿದರು. — [278, 2018, 491, 2090]
newspaper-title-part1: ವಿಶಾಲ — [74, 94, 164, 138]
body-text: ಒಂದೇ ಕಟುಂಬದ ಹೆಸರಿಗೆ ಕೋಟ್ಯಾಂತರ ಬೆಲೆಬಾಳುವ ಸರ್ಕಾರಿ ಜಮೀನು ಮಂಜೂರು ಮಾಡಿರುವುದನ್ನು ರದ್ದುಗೊಳಿಸಬೇಕೆಂದು ಆಗ್ರಹಿಸಿದರು. ಒಂದೇ ಕಟುಂಬದ ಹೆಸರಿಗೆ ಕೋಟ್ಯಾಂತರ ಬೆಲೆಬಾಳುವ ಸರ್ಕಾರಿ ಜಮೀನು ಮಂಜೂರು ಮಾಡಿರುವುದನ್ನು ರದ್ದುಗೊಳಿಸಬೇಕೆಂದು ಆಗ್ರಹಿಸಿದರು. ಒಂದೇ ಕಟುಂಬದ ಹೆಸರಿಗೆ ಕೋಟ್ಯಾಂತರ ಬೆಲೆಬಾಳುವ ಸರ್ಕಾರಿ ಜಮೀನು ಮಂಜೂರು ಮಾಡಿರುವುದನ್ನು ರದ್ದುಗೊಳಿಸಬೇಕೆಂದು ಆಗ್ರಹಿಸಿದರು. — [1323, 692, 1500, 837]
article-dairy-column — [789, 216, 934, 622]
body-text: ನವದೆಹಲಿಯಲ್ಲಿ ಗೃಹ ಕಚೇರಿಯಲ್ಲಿ ಸಚಿವರನ್ನು ಭೇಟಿ ಮಾಡಿದ ಸುರೇಶ್‌ಗೌಡರು, ತುಮಕೂರು ವಿಶ್ವವಿದ್ಯಾಲಯ ಕ್ಯಾಂಪಸ್ ರಾಜ್ಯದಲ್ಲೇ ಅತಿದೊಡ್ಡ ಕ್ಯಾಂಪಸ್ ಆಗಿದೆ, ವಿವಿಯ ಕಾರ್ಯಕ್ರಮಗಳಿಗೆ ಅನುಕೂಲವಾಗುವಂತಹ ಸುಸಜ್ಜಿತ ಆಡಿಟೋರಿಯಂ ನಿರ್ಮಾಣ ಮಾಡಬೇಕಾದ ಅಗತ್ಯವಿದೆ, ಇದಕ್ಕಾಗಿ ಅನುದಾನದಲ್ಲಿ ನೆರವು ನೀಡಬೇಕು ಎಂದು ಸಚಿವ ಕುಮಾರ ಸ್ವಾಮಿ ಅವರನ್ನು ವಿನಂತಿ ಮಾಡಿಕೊಂಡರು. — [1118, 335, 1273, 480]
article-kobbari-headline-line2: ಹಿತಾಸಕ್ತಿ ಕಾಪಾಡಿ — [71, 1117, 361, 1177]
article-land-headline: ಸರ್ಕಾರಿ ಜಮೀನು ಕಬಳಿಸಿರುವವರ ವಿರುದ್ಧ ಕ್ರಮ ಕೈಗೊಳ್ಳಿ — [670, 641, 1300, 680]
body-text: ಸರ್ವೆ ನಂಬರ್ 8 ರಲ್ಲಿ 3.30 ಎಕರೆ, ಸರ್ವೆ ನಂಬರ್ 32 ರಲ್ಲಿ 2 ಎಕರೆ ಜಮೀನು ... ದಾಖಲೆ ಸಂಖ್ಯೆ 8, 32 ಮತ್ತು 22 ರ ಸಾಗುವಳಿ ಜಮೀನಿಗೆ ಉಳುಮೆ ಮಾಡುತ್ತಿರುವ ಬಡ ಜನರ ... ಸರ್ವೆ ನಂಬರ್ 8 ರಲ್ಲಿ 3.30 ಎಕರೆ, ಸರ್ವೆ ನಂಬರ್ 32 ರಲ್ಲಿ 2 ಎಕರೆ ಜಮೀನು ... ದಾಖಲೆ ಸಂಖ್ಯೆ 8, 32 ಮತ್ತು 22 ರ ಸಾಗುವಳಿ ಜಮೀನಿಗೆ ಉಳುಮೆ ಮಾಡುತ್ತಿರುವ ಬಡ ಜನರ ... ಸರ್ವೆ ನಂಬರ್ 8 ರಲ್ಲಿ 3.30 ಎಕರೆ, ಸರ್ವೆ ನಂಬರ್ 32 ರಲ್ಲಿ 2 ಎಕರೆ ಜಮೀನು ... ದಾಖಲೆ ಸಂಖ್ಯೆ 8, 32 ಮತ್ತು 22 ರ ಸಾಗುವಳಿ ಜಮೀನಿಗೆ ಉಳುಮೆ ಮಾಡುತ್ತಿರುವ ಬಡ ಜನರ ... — [1135, 692, 1313, 866]
